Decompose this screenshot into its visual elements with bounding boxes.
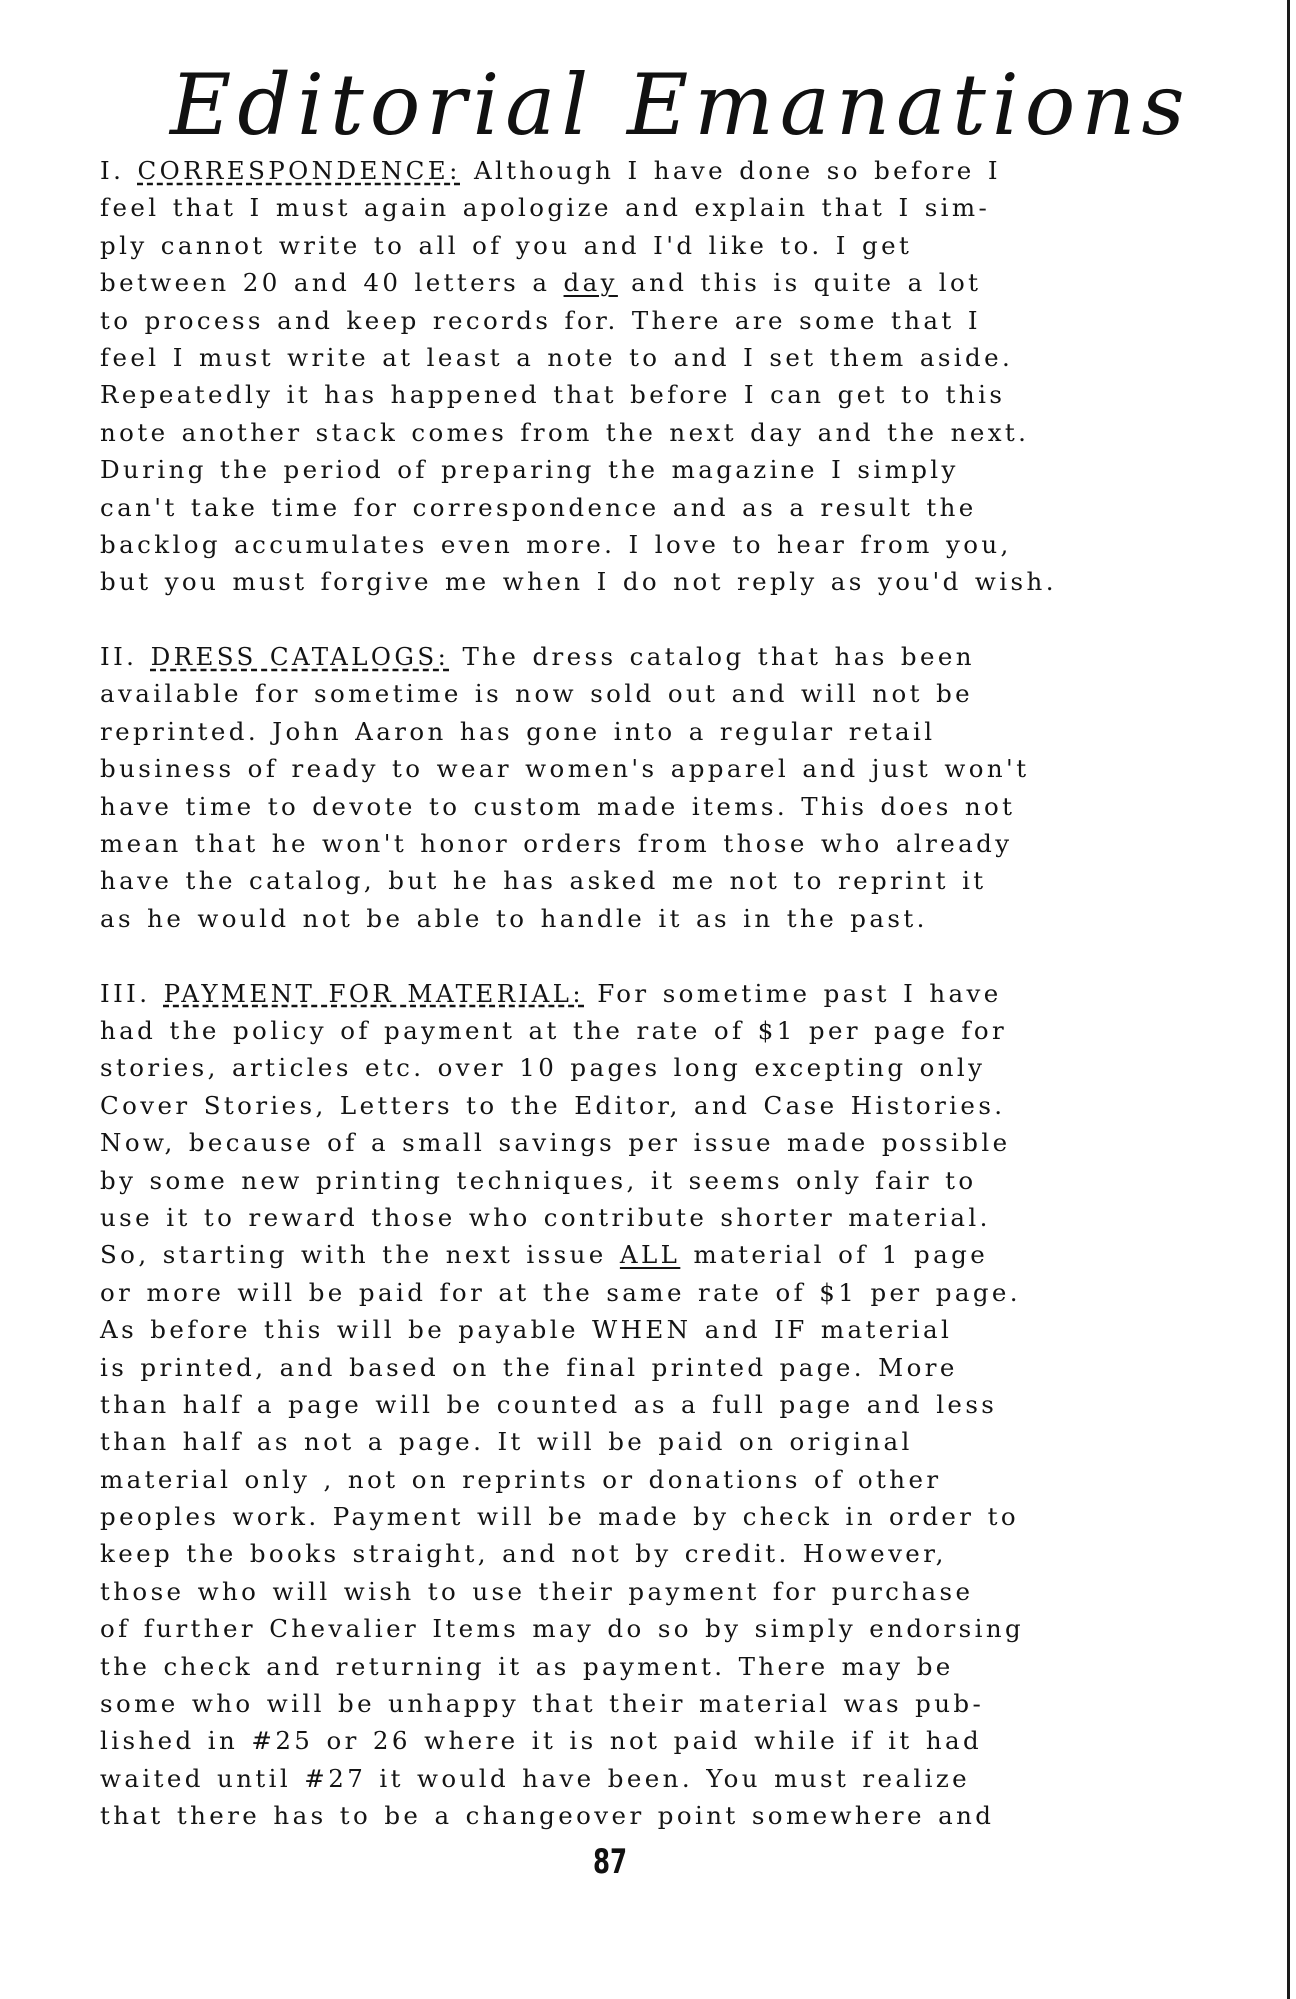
text-line: to process and keep records for. There are some that I [100, 305, 981, 335]
section-heading: CORRESPONDENCE: [137, 156, 461, 185]
paragraph-gap [100, 601, 1220, 638]
line-text: So, starting with the next issue [100, 1240, 620, 1270]
text-line: is printed, and based on the final printed page. More [100, 1352, 958, 1382]
line-text: The dress catalog that has been [462, 642, 975, 672]
text-line: mean that he won't honor orders from those who already [100, 829, 1013, 859]
text-line: Now, because of a small savings per issue made possible [100, 1128, 1011, 1158]
text-line: During the period of preparing the magazine I simply [100, 455, 959, 485]
text-line: have the catalog, but he has asked me not to reprint it [100, 866, 987, 896]
page-title: Editorial Emanations [170, 56, 1191, 154]
editorial-body [100, 152, 1220, 1835]
section-numeral: II. [100, 642, 138, 672]
text-line: than half a page will be counted as a full page and less [100, 1389, 998, 1419]
text-line [100, 152, 1220, 189]
text-line: note another stack comes from the next day and the next. [100, 417, 1030, 447]
text-line: stories, articles etc. over 10 pages long excepting only [100, 1053, 986, 1083]
text-line [100, 1236, 1220, 1273]
line-text: material of 1 page [680, 1240, 989, 1270]
text-line: material only , not on reprints or donations of other [100, 1464, 942, 1494]
text-line: keep the books straight, and not by credit. However, [100, 1539, 947, 1569]
text-line: available for sometime is now sold out and will not be [100, 679, 974, 709]
section-correspondence [100, 152, 1220, 601]
text-line: those who will wish to use their payment for purchase [100, 1576, 974, 1606]
text-line: but you must forgive me when I do not reply as you'd wish. [100, 567, 1057, 597]
section-numeral: I. [100, 156, 125, 185]
line-text: between 20 and 40 letters a [100, 268, 564, 298]
text-line: the check and returning it as payment. There may be [100, 1651, 954, 1681]
text-line: some who will be unhappy that their material was pub- [100, 1689, 985, 1719]
text-line: As before this will be payable WHEN and IF material [100, 1315, 953, 1345]
line-text: Although I have done so before I [473, 156, 1001, 185]
text-line: had the policy of payment at the rate of $1 per page for [100, 1015, 1008, 1045]
text-line: have time to devote to custom made items. This does not [100, 791, 1016, 821]
section-numeral: III. [100, 978, 151, 1008]
text-line: business of ready to wear women's apparel and just won't [100, 754, 1030, 784]
text-line: as he would not be able to handle it as in the past. [100, 903, 928, 933]
paragraph-gap [100, 937, 1220, 974]
section-dress-catalogs [100, 638, 1220, 937]
page-edge-line [1287, 0, 1290, 1999]
text-line: feel I must write at least a note to and I set them aside. [100, 342, 1014, 372]
underlined-word: ALL [619, 1240, 681, 1270]
text-line: reprinted. John Aaron has gone into a regular retail [100, 716, 936, 746]
text-line: can't take time for correspondence and as a result the [100, 492, 977, 522]
section-payment-for-material [100, 975, 1220, 1835]
section-heading: PAYMENT FOR MATERIAL: [163, 978, 584, 1008]
text-line: or more will be paid for at the same rate of $1 per page. [100, 1277, 1021, 1307]
text-line: backlog accumulates even more. I love to hear from you, [100, 529, 1012, 559]
text-line: of further Chevalier Items may do so by simply endorsing [100, 1614, 1025, 1644]
text-line: peoples work. Payment will be made by check in order to [100, 1502, 1019, 1532]
text-line: Repeatedly it has happened that before I can get to this [100, 380, 1006, 410]
text-line [100, 638, 1220, 675]
text-line: feel that I must again apologize and explain that I sim- [100, 193, 991, 223]
text-line: use it to reward those who contribute shorter material. [100, 1202, 991, 1232]
text-line: ply cannot write to all of you and I'd like to. I get [100, 230, 913, 260]
section-heading: DRESS CATALOGS: [150, 642, 450, 672]
text-line: than half as not a page. It will be paid on original [100, 1427, 913, 1457]
line-text: and this is quite a lot [617, 268, 982, 298]
text-line: lished in #25 or 26 where it is not paid while if it had [100, 1726, 983, 1756]
text-line [100, 264, 1220, 301]
text-line: by some new printing techniques, it seems only fair to [100, 1165, 977, 1195]
line-text: For sometime past I have [597, 978, 1002, 1008]
text-line: waited until #27 it would have been. You must realize [100, 1763, 971, 1793]
text-line: that there has to be a changeover point somewhere and [100, 1801, 995, 1831]
text-line: Cover Stories, Letters to the Editor, and Case Histories. [100, 1090, 1006, 1120]
text-line [100, 975, 1220, 1012]
page-number: 87 [592, 1842, 628, 1882]
underlined-word: day [563, 268, 618, 298]
